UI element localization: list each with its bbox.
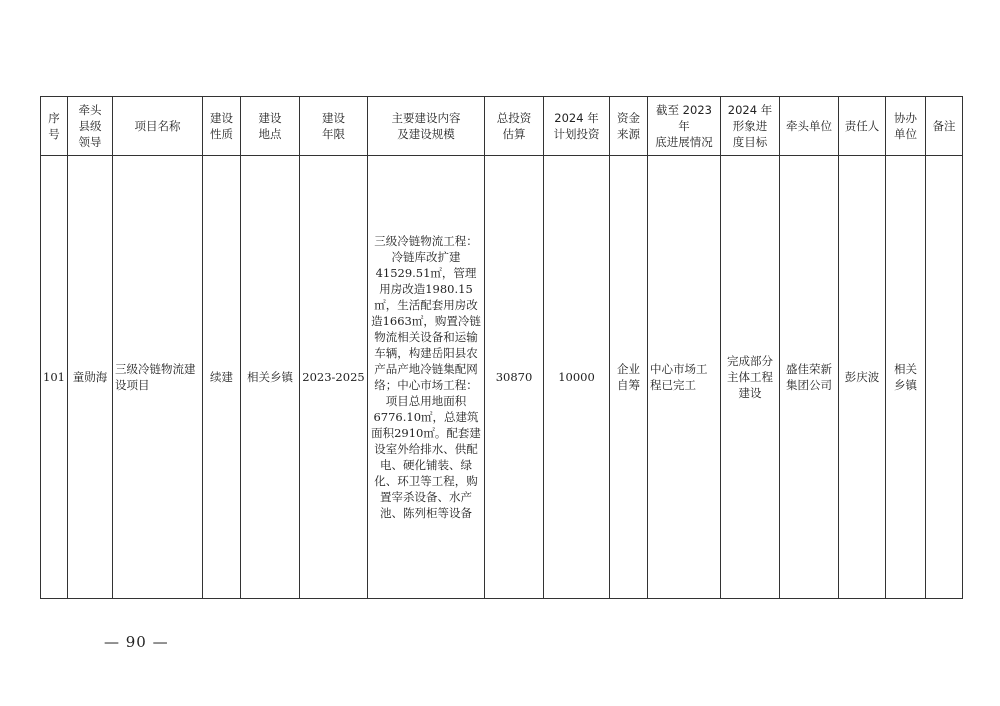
cell-co-unit: [886, 156, 926, 599]
cell-text-line: 自筹: [617, 378, 640, 392]
header-lead-unit: [780, 97, 839, 156]
header-total-investment: [485, 97, 544, 156]
cell-text-line: 建设: [210, 111, 233, 125]
cell-text-line: 单位: [894, 127, 917, 141]
header-plan-2024: [544, 97, 610, 156]
cell-text-line: 来源: [617, 127, 640, 141]
header-row: [41, 97, 963, 156]
cell-text-line: 县级: [78, 119, 102, 133]
header-remark: [926, 97, 963, 156]
cell-text-line: 集团公司: [786, 378, 832, 392]
cell-text-line: 2024 年: [727, 103, 773, 117]
header-fund-source: [610, 97, 648, 156]
header-location: [241, 97, 300, 156]
header-target-2024: [721, 97, 780, 156]
cell-text-line: 序: [48, 111, 60, 125]
cell-text-line: 相关: [894, 362, 917, 376]
cell-text-line: 完成部分: [727, 354, 773, 368]
cell-project-name: [113, 156, 203, 599]
cell-text-line: 盛佳荣新: [786, 362, 832, 376]
cell-remark: [926, 156, 963, 599]
header-project-name: [113, 97, 203, 156]
header-seq: [41, 97, 68, 156]
cell-text-line: 总投资: [496, 111, 532, 125]
header-nature: [203, 97, 241, 156]
cell-text-line: 项目名称: [134, 119, 181, 133]
header-period: [300, 97, 368, 156]
cell-text-line: 性质: [210, 127, 233, 141]
cell-text-line: 年限: [322, 127, 345, 141]
cell-text-line: 程已完工: [650, 378, 696, 392]
cell-target-2024: [721, 156, 780, 599]
cell-location: 相关乡镇: [241, 156, 300, 599]
header-leader: [68, 97, 113, 156]
header-co-unit: [886, 97, 926, 156]
cell-fund-source: [610, 156, 648, 599]
cell-text-line: 形象进: [732, 119, 768, 133]
cell-content: 三级冷链物流工程：冷链库改扩建41529.51㎡，管理用房改造1980.15㎡，生活配套用房改造1663㎡，购置冷链物流相关设备和运输车辆，构建岳阳县农产品产地冷链集配网络；中心市场工程：项目总用地面积6776.10㎡，总建筑面积2910㎡。配套建设室外给排水、供配电、硬化铺装、绿化、环卫等工程，购置宰杀设备、水产池、陈列柜等设备: [368, 156, 485, 599]
cell-lead-unit: [780, 156, 839, 599]
cell-text-line: 备注: [932, 119, 956, 133]
cell-text-line: 截至 2023 年: [656, 103, 712, 133]
cell-text-line: 主要建设内容: [391, 111, 461, 125]
cell-text-line: 建设: [738, 386, 762, 400]
cell-text-line: 责任人: [844, 119, 880, 133]
cell-text-line: 企业: [617, 362, 640, 376]
cell-text-line: 及建设规模: [397, 127, 455, 141]
cell-text-line: 牵头: [78, 103, 102, 117]
cell-text-line: 乡镇: [894, 378, 917, 392]
cell-text-line: 三级冷链物流建: [115, 362, 196, 376]
cell-text-line: 估算: [502, 127, 526, 141]
cell-text-line: 中心市场工: [650, 362, 708, 376]
cell-text-line: 牵头单位: [786, 119, 832, 133]
cell-text-line: 号: [48, 127, 60, 141]
cell-text-line: 主体工程: [727, 370, 773, 384]
cell-text-line: 设项目: [115, 378, 150, 392]
cell-text-line: 资金: [617, 111, 640, 125]
cell-text-line: 计划投资: [553, 127, 600, 141]
cell-text-line: 2024 年: [554, 111, 599, 125]
cell-text-line: 度目标: [732, 135, 768, 149]
cell-plan-2024: 10000: [544, 156, 610, 599]
cell-text-line: 建设: [258, 111, 282, 125]
table-row: [41, 156, 963, 599]
cell-responsible: 彭庆波: [839, 156, 886, 599]
cell-text-line: 底进展情况: [655, 135, 713, 149]
cell-nature: 续建: [203, 156, 241, 599]
page-number: — 90 —: [104, 633, 169, 651]
cell-text-line: 地点: [258, 127, 282, 141]
cell-period: 2023-2025: [300, 156, 368, 599]
cell-text-line: 协办: [894, 111, 917, 125]
header-responsible: [839, 97, 886, 156]
cell-seq: 101: [41, 156, 68, 599]
project-table: [40, 96, 963, 599]
cell-text-line: 建设: [322, 111, 345, 125]
cell-progress-2023: [648, 156, 721, 599]
cell-total-investment: 30870: [485, 156, 544, 599]
header-content: [368, 97, 485, 156]
cell-leader: 童勋海: [68, 156, 113, 599]
cell-text-line: 领导: [78, 135, 102, 149]
header-progress-2023: [648, 97, 721, 156]
